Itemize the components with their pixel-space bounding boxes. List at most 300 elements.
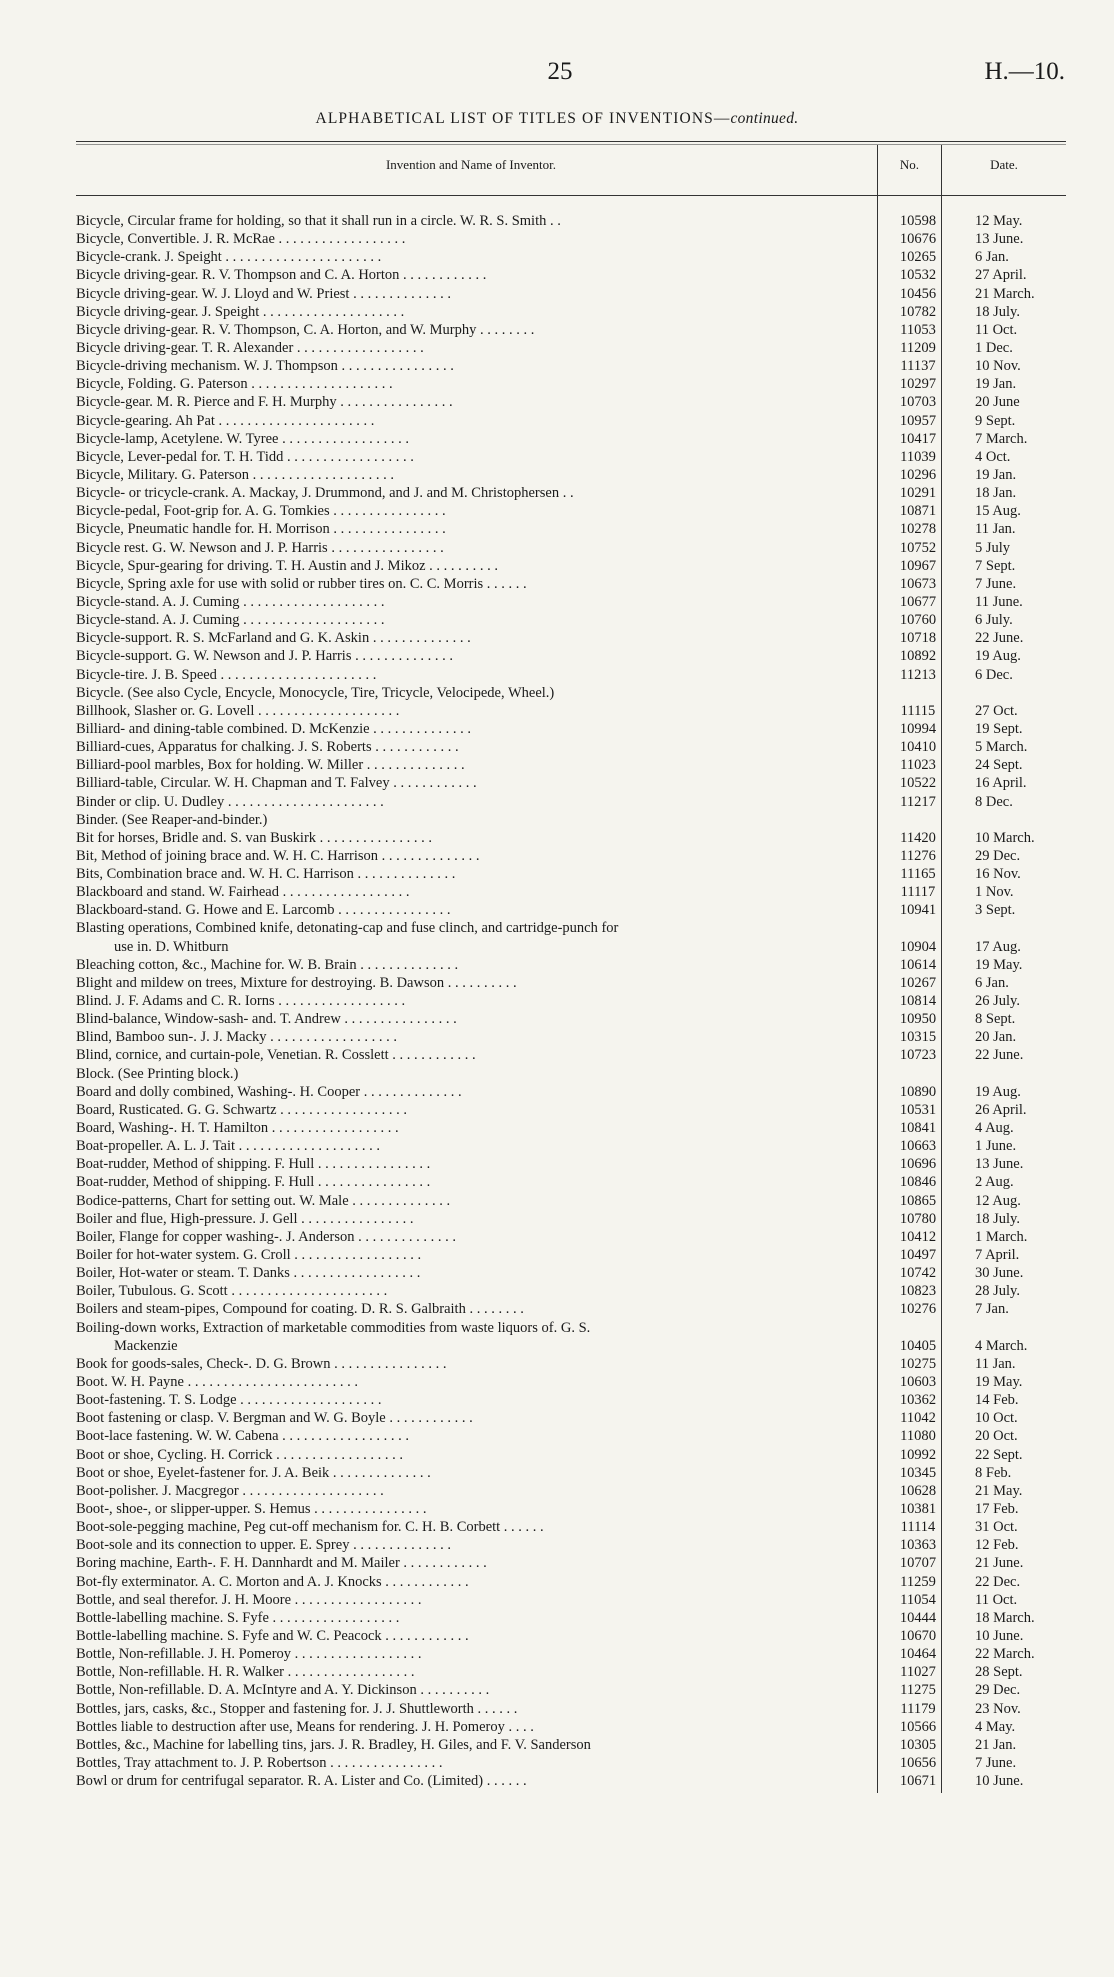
invention-title: Boot-, shoe-, or slipper-upper. S. Hemus . . . . . . . . . . . . . . . . — [76, 1501, 427, 1518]
patent-date: 4 Aug. — [975, 1120, 1014, 1137]
invention-title: Boilers and steam-pipes, Compound for coating. D. R. S. Galbraith . . . . . . . . — [76, 1301, 524, 1318]
patent-date: 18 March. — [975, 1609, 1035, 1626]
invention-title: Block. (See Printing block.) — [76, 1065, 239, 1082]
patent-number: 10345 — [899, 1464, 937, 1481]
patent-number: 10267 — [899, 974, 937, 991]
table-row — [76, 539, 1066, 557]
page-number: 25 — [547, 58, 573, 85]
invention-title: Bit, Method of joining brace and. W. H. C. Harrison . . . . . . . . . . . . . . — [76, 847, 480, 864]
patent-date: 18 July. — [975, 303, 1020, 320]
patent-date: 22 Sept. — [975, 1446, 1023, 1463]
table-row — [76, 1482, 1066, 1500]
patent-number: 10296 — [899, 466, 937, 483]
patent-date: 26 July. — [975, 993, 1020, 1010]
invention-title: Bicycle-support. G. W. Newson and J. P. Harris . . . . . . . . . . . . . . — [76, 648, 453, 665]
table-row — [76, 466, 1066, 484]
patent-date: 10 Oct. — [975, 1410, 1018, 1427]
invention-title: Bicycle driving-gear. R. V. Thompson, C. A. Horton, and W. Murphy . . . . . . . . — [76, 321, 535, 338]
table-row — [76, 992, 1066, 1010]
invention-title: Boot-fastening. T. S. Lodge . . . . . . . . . . . . . . . . . . . . — [76, 1392, 382, 1409]
header-rule — [76, 195, 1066, 196]
invention-title: Bicycle-gearing. Ah Pat . . . . . . . . . . . . . . . . . . . . . . — [76, 412, 375, 429]
table-row — [76, 666, 1066, 684]
patent-number: 10410 — [899, 739, 937, 756]
table-row — [76, 1772, 1066, 1790]
table-row — [76, 1663, 1066, 1681]
table-row — [76, 865, 1066, 883]
patent-date: 21 June. — [975, 1555, 1024, 1572]
patent-number: 10752 — [899, 539, 937, 556]
table-row — [76, 1464, 1066, 1482]
patent-date: 17 Feb. — [975, 1501, 1019, 1518]
patent-number: 10673 — [899, 575, 937, 592]
patent-date: 19 Aug. — [975, 1083, 1021, 1100]
invention-title: Bottles, jars, casks, &c., Stopper and fastening for. J. J. Shuttleworth . . . . . . — [76, 1700, 518, 1717]
list-title-text: ALPHABETICAL LIST OF TITLES OF INVENTIONS— — [315, 110, 731, 127]
patent-number: 11165 — [900, 866, 936, 883]
patent-date: 19 Jan. — [975, 466, 1017, 483]
invention-title: Boiler and flue, High-pressure. J. Gell . . . . . . . . . . . . . . . . — [76, 1210, 414, 1227]
invention-title: Bicycle driving-gear. T. R. Alexander . . . . . . . . . . . . . . . . . . — [76, 339, 424, 356]
patent-number: 10967 — [899, 557, 937, 574]
invention-title: Board and dolly combined, Washing-. H. Cooper . . . . . . . . . . . . . . — [76, 1083, 462, 1100]
invention-title: Boiler, Hot-water or steam. T. Danks . . . . . . . . . . . . . . . . . . — [76, 1265, 421, 1282]
table-row — [76, 1065, 1066, 1083]
patent-number: 10676 — [899, 231, 937, 248]
patent-date: 1 Nov. — [975, 884, 1014, 901]
invention-title: Bicycle-driving mechanism. W. J. Thompson . . . . . . . . . . . . . . . . — [76, 358, 454, 375]
patent-number: 10782 — [899, 303, 937, 320]
patent-date: 22 June. — [975, 630, 1024, 647]
invention-title: Billiard-cues, Apparatus for chalking. J. S. Roberts . . . . . . . . . . . . — [76, 739, 459, 756]
patent-date: 19 Jan. — [975, 376, 1017, 393]
invention-title: Bicycle rest. G. W. Newson and J. P. Harris . . . . . . . . . . . . . . . . — [76, 539, 444, 556]
table-row — [76, 901, 1066, 919]
column-header-date: Date. — [990, 157, 1018, 172]
patent-date: 18 Jan. — [975, 485, 1017, 502]
table-row — [76, 974, 1066, 992]
invention-title: Bicycle-stand. A. J. Cuming . . . . . . . . . . . . . . . . . . . . — [76, 593, 385, 610]
table-row — [76, 720, 1066, 738]
patent-number: 10846 — [899, 1174, 937, 1191]
top-rule — [76, 141, 1066, 142]
invention-title: Bottle, Non-refillable. J. H. Pomeroy . . . . . . . . . . . . . . . . . . — [76, 1646, 422, 1663]
invention-title: Bicycle-stand. A. J. Cuming . . . . . . . . . . . . . . . . . . . . — [76, 612, 385, 629]
patent-date: 28 Sept. — [975, 1664, 1023, 1681]
patent-date: 11 Jan. — [975, 521, 1016, 538]
table-row — [76, 412, 1066, 430]
table-row — [76, 1718, 1066, 1736]
patent-date: 29 Dec. — [975, 1682, 1021, 1699]
patent-number: 10780 — [899, 1210, 937, 1227]
invention-title: Bleaching cotton, &c., Machine for. W. B. Brain . . . . . . . . . . . . . . — [76, 956, 459, 973]
patent-number: 11217 — [900, 793, 936, 810]
patent-date: 16 April. — [975, 775, 1027, 792]
patent-number: 11054 — [900, 1591, 936, 1608]
invention-title: Bicycle, Pneumatic handle for. H. Morrison . . . . . . . . . . . . . . . . — [76, 521, 446, 538]
patent-date: 5 July — [975, 539, 1011, 556]
table-row — [76, 1754, 1066, 1772]
patent-date: 10 March. — [975, 829, 1035, 846]
table-row — [76, 1591, 1066, 1609]
patent-number: 10957 — [899, 412, 937, 429]
patent-number: 11276 — [900, 847, 936, 864]
patent-date: 27 April. — [975, 267, 1027, 284]
patent-date: 4 Oct. — [975, 448, 1011, 465]
invention-title: Blind, cornice, and curtain-pole, Venetian. R. Cosslett . . . . . . . . . . . . — [76, 1047, 476, 1064]
table-row — [76, 684, 1066, 702]
patent-date: 9 Sept. — [975, 412, 1016, 429]
patent-number: 10703 — [899, 394, 937, 411]
patent-date: 17 Aug. — [975, 938, 1021, 955]
invention-title: Bottle-labelling machine. S. Fyfe . . . . . . . . . . . . . . . . . . — [76, 1609, 400, 1626]
invention-title: Bicycle driving-gear. R. V. Thompson and C. A. Horton . . . . . . . . . . . . — [76, 267, 487, 284]
patent-date: 19 May. — [975, 1374, 1023, 1391]
table-row — [76, 829, 1066, 847]
table-row — [76, 321, 1066, 339]
invention-title: Billiard-pool marbles, Box for holding. W. Miller . . . . . . . . . . . . . . — [76, 757, 465, 774]
invention-title: Bicycle, Convertible. J. R. McRae . . . . . . . . . . . . . . . . . . — [76, 231, 406, 248]
patent-number: 10363 — [899, 1537, 937, 1554]
patent-number: 10677 — [899, 593, 937, 610]
table-row — [76, 1300, 1066, 1318]
patent-date: 20 Jan. — [975, 1029, 1017, 1046]
patent-date: 12 May. — [975, 213, 1023, 229]
patent-date: 4 May. — [975, 1718, 1016, 1735]
patent-date: 20 Oct. — [975, 1428, 1018, 1445]
patent-date: 21 Jan. — [975, 1736, 1017, 1753]
column-header-no: No. — [899, 157, 920, 172]
invention-title: Bicycle, Lever-pedal for. T. H. Tidd . . . . . . . . . . . . . . . . . . — [76, 448, 414, 465]
patent-date: 7 March. — [975, 430, 1028, 447]
patent-date: 7 Sept. — [975, 557, 1016, 574]
patent-date: 2 Aug. — [975, 1174, 1014, 1191]
patent-number: 10760 — [899, 612, 937, 629]
patent-number: 10656 — [899, 1754, 937, 1771]
invention-title: Board, Rusticated. G. G. Schwartz . . . . . . . . . . . . . . . . . . — [76, 1101, 408, 1118]
patent-number: 10841 — [899, 1120, 937, 1137]
patent-number: 11027 — [900, 1664, 936, 1681]
table-row — [76, 1446, 1066, 1464]
invention-title: Blind, Bamboo sun-. J. J. Macky . . . . . . . . . . . . . . . . . . — [76, 1029, 398, 1046]
invention-title: Billiard- and dining-table combined. D. McKenzie . . . . . . . . . . . . . . — [76, 720, 472, 737]
patent-date: 12 Feb. — [975, 1537, 1019, 1554]
patent-number: 10531 — [899, 1101, 937, 1118]
patent-number: 10362 — [899, 1392, 937, 1409]
patent-number: 11053 — [900, 321, 936, 338]
table-row — [76, 285, 1066, 303]
patent-date: 6 Jan. — [975, 974, 1009, 991]
patent-number: 10992 — [899, 1446, 937, 1463]
invention-title: Bicycle. (See also Cycle, Encycle, Monocycle, Tire, Tricycle, Velocipede, Wheel.) — [76, 684, 555, 701]
patent-date: 7 April. — [975, 1247, 1020, 1264]
patent-date: 14 Feb. — [975, 1392, 1019, 1409]
table-row — [76, 774, 1066, 792]
patent-date: 18 July. — [975, 1210, 1020, 1227]
patent-date: 6 Dec. — [975, 666, 1013, 683]
table-row — [76, 1500, 1066, 1518]
patent-number: 11039 — [900, 448, 936, 465]
table-row — [76, 1046, 1066, 1064]
invention-title: Bicycle-tire. J. B. Speed . . . . . . . . . . . . . . . . . . . . . . — [76, 666, 377, 683]
patent-number: 10718 — [899, 630, 937, 647]
patent-date: 1 Dec. — [975, 339, 1013, 356]
table-row — [76, 1518, 1066, 1536]
table-row — [76, 1554, 1066, 1572]
invention-title: Boot or shoe, Eyelet-fastener for. J. A. Beik . . . . . . . . . . . . . . — [76, 1464, 431, 1481]
patent-date: 30 June. — [975, 1265, 1024, 1282]
invention-title: Bicycle, Spur-gearing for driving. T. H. Austin and J. Mikoz . . . . . . . . . . — [76, 557, 499, 574]
invention-title: Bicycle driving-gear. J. Speight . . . . . . . . . . . . . . . . . . . . — [76, 303, 405, 320]
top-rule-thin — [76, 144, 1066, 145]
table-row — [76, 1101, 1066, 1119]
patent-number: 10707 — [899, 1555, 937, 1572]
patent-number: 10603 — [899, 1374, 937, 1391]
invention-title: Bottle, and seal therefor. J. H. Moore . . . . . . . . . . . . . . . . . . — [76, 1591, 422, 1608]
table-row — [76, 448, 1066, 466]
table-row — [76, 793, 1066, 811]
invention-title: Bicycle- or tricycle-crank. A. Mackay, J. Drummond, and J. and M. Christophersen . . — [76, 485, 574, 502]
patent-date: 10 Nov. — [975, 358, 1021, 375]
list-title-suffix: continued. — [730, 110, 799, 127]
patent-number: 10670 — [899, 1628, 937, 1644]
table-row — [76, 1681, 1066, 1699]
invention-title: Boring machine, Earth-. F. H. Dannhardt and M. Mailer . . . . . . . . . . . . — [76, 1555, 487, 1572]
invention-title-continued: Mackenzie — [114, 1337, 178, 1354]
table-row — [76, 593, 1066, 611]
table-row — [76, 1010, 1066, 1028]
patent-number: 11420 — [900, 829, 936, 846]
patent-date: 6 July. — [975, 612, 1013, 629]
patent-date: 10 June. — [975, 1628, 1024, 1644]
patent-number: 10823 — [899, 1283, 937, 1300]
invention-title: Binder or clip. U. Dudley . . . . . . . . . . . . . . . . . . . . . . — [76, 793, 384, 810]
table-row — [76, 1609, 1066, 1627]
patent-date: 19 Aug. — [975, 648, 1021, 665]
table-row — [76, 1700, 1066, 1718]
table-row — [76, 702, 1066, 720]
invention-title: Blasting operations, Combined knife, detonating-cap and fuse clinch, and cartridge-punch for — [76, 920, 619, 937]
patent-date: 11 Oct. — [975, 321, 1018, 338]
patent-number: 10871 — [899, 503, 937, 520]
patent-number: 10671 — [899, 1773, 937, 1790]
patent-number: 10275 — [899, 1355, 937, 1372]
table-row — [76, 1645, 1066, 1663]
patent-number: 10315 — [899, 1029, 937, 1046]
invention-title: Bits, Combination brace and. W. H. C. Harrison . . . . . . . . . . . . . . — [76, 866, 456, 883]
patent-date: 24 Sept. — [975, 757, 1023, 774]
invention-title: Blackboard and stand. W. Fairhead . . . . . . . . . . . . . . . . . . — [76, 884, 410, 901]
patent-date: 15 Aug. — [975, 503, 1021, 520]
invention-title: Bot-fly exterminator. A. C. Morton and A. J. Knocks . . . . . . . . . . . . — [76, 1573, 469, 1590]
patent-number: 10497 — [899, 1247, 937, 1264]
patent-number: 10628 — [899, 1482, 937, 1499]
invention-title: Billiard-table, Circular. W. H. Chapman and T. Falvey . . . . . . . . . . . . — [76, 775, 477, 792]
table-row — [76, 1264, 1066, 1282]
table-row — [76, 212, 1066, 230]
invention-title: Bicycle, Circular frame for holding, so that it shall run in a circle. W. R. S. Smith . . — [76, 213, 561, 229]
table-row — [76, 1210, 1066, 1228]
table-row — [76, 811, 1066, 829]
table-row — [76, 1373, 1066, 1391]
patent-number: 10598 — [899, 213, 937, 229]
patent-date: 4 March. — [975, 1337, 1028, 1354]
patent-number: 10464 — [899, 1646, 937, 1663]
patent-number: 11115 — [900, 702, 936, 719]
patent-number: 10412 — [899, 1228, 937, 1245]
patent-number: 10276 — [899, 1301, 937, 1318]
inventions-table — [76, 212, 1066, 1790]
invention-title: Bicycle-support. R. S. McFarland and G. K. Askin . . . . . . . . . . . . . . — [76, 630, 471, 647]
patent-number: 10305 — [899, 1736, 937, 1753]
table-row — [76, 1573, 1066, 1591]
patent-number: 10890 — [899, 1083, 937, 1100]
invention-title: Bottle-labelling machine. S. Fyfe and W. C. Peacock . . . . . . . . . . . . — [76, 1628, 469, 1644]
table-row — [76, 1427, 1066, 1445]
table-row — [76, 1391, 1066, 1409]
table-row — [76, 520, 1066, 538]
table-row — [76, 1228, 1066, 1246]
patent-date: 19 Sept. — [975, 720, 1023, 737]
patent-date: 27 Oct. — [975, 702, 1018, 719]
patent-number: 10950 — [899, 1011, 937, 1028]
patent-date: 28 July. — [975, 1283, 1020, 1300]
list-title — [0, 110, 1114, 128]
table-row — [76, 1083, 1066, 1101]
patent-date: 7 Jan. — [975, 1301, 1009, 1318]
table-row — [76, 919, 1066, 955]
patent-number: 10265 — [899, 249, 937, 266]
patent-date: 8 Feb. — [975, 1464, 1012, 1481]
invention-title: Bit for horses, Bridle and. S. van Buskirk . . . . . . . . . . . . . . . . — [76, 829, 433, 846]
invention-title: Bowl or drum for centrifugal separator. R. A. Lister and Co. (Limited) . . . . . . — [76, 1773, 527, 1790]
column-header-invention: Invention and Name of Inventor. — [385, 157, 557, 172]
invention-title: Boat-rudder, Method of shipping. F. Hull . . . . . . . . . . . . . . . . — [76, 1156, 431, 1173]
patent-number: 11080 — [900, 1428, 936, 1445]
invention-title: Bicycle, Folding. G. Paterson . . . . . . . . . . . . . . . . . . . . — [76, 376, 393, 393]
table-row — [76, 1155, 1066, 1173]
patent-date: 12 Aug. — [975, 1192, 1021, 1209]
patent-number: 10904 — [899, 938, 937, 955]
table-row — [76, 1137, 1066, 1155]
invention-title: Bodice-patterns, Chart for setting out. W. Male . . . . . . . . . . . . . . — [76, 1192, 451, 1209]
invention-title: Boot fastening or clasp. V. Bergman and W. G. Boyle . . . . . . . . . . . . — [76, 1410, 473, 1427]
table-row — [76, 1736, 1066, 1754]
patent-number: 10456 — [899, 285, 937, 302]
invention-title: Bottles liable to destruction after use, Means for rendering. J. H. Pomeroy . . . . — [76, 1718, 534, 1735]
patent-number: 11023 — [900, 757, 936, 774]
patent-date: 20 June — [975, 394, 1020, 411]
invention-title: Bicycle-gear. M. R. Pierce and F. H. Murphy . . . . . . . . . . . . . . . . — [76, 394, 453, 411]
invention-title: Boot-sole-pegging machine, Peg cut-off mechanism for. C. H. B. Corbett . . . . . . — [76, 1519, 544, 1536]
patent-number: 11259 — [900, 1573, 936, 1590]
table-row — [76, 1319, 1066, 1355]
table-row — [76, 756, 1066, 774]
patent-number: 10297 — [899, 376, 937, 393]
invention-title: Blind. J. F. Adams and C. R. Iorns . . . . . . . . . . . . . . . . . . — [76, 993, 406, 1010]
invention-title: Boiler, Tubulous. G. Scott . . . . . . . . . . . . . . . . . . . . . . — [76, 1283, 388, 1300]
invention-title: Boiling-down works, Extraction of marketable commodities from waste liquors of. G. S. — [76, 1319, 591, 1336]
table-row — [76, 611, 1066, 629]
invention-title: Book for goods-sales, Check-. D. G. Brown . . . . . . . . . . . . . . . . — [76, 1355, 447, 1372]
patent-number: 10723 — [899, 1047, 937, 1064]
table-row — [76, 1282, 1066, 1300]
invention-title: Blind-balance, Window-sash- and. T. Andrew . . . . . . . . . . . . . . . . — [76, 1011, 457, 1028]
table-row — [76, 1246, 1066, 1264]
invention-title: Binder. (See Reaper-and-binder.) — [76, 811, 268, 828]
patent-date: 29 Dec. — [975, 847, 1021, 864]
invention-title: Bicycle-lamp, Acetylene. W. Tyree . . . . . . . . . . . . . . . . . . — [76, 430, 409, 447]
patent-number: 10532 — [899, 267, 937, 284]
invention-title: Bottles, Tray attachment to. J. P. Robertson . . . . . . . . . . . . . . . . — [76, 1754, 443, 1771]
patent-date: 8 Dec. — [975, 793, 1013, 810]
patent-number: 10814 — [899, 993, 937, 1010]
invention-title: Bicycle-pedal, Foot-grip for. A. G. Tomkies . . . . . . . . . . . . . . . . — [76, 503, 446, 520]
table-row — [76, 430, 1066, 448]
invention-title: Boat-rudder, Method of shipping. F. Hull . . . . . . . . . . . . . . . . — [76, 1174, 431, 1191]
patent-date: 7 June. — [975, 575, 1017, 592]
patent-number: 10941 — [899, 902, 937, 919]
patent-number: 10381 — [899, 1501, 937, 1518]
patent-number: 10566 — [899, 1718, 937, 1735]
invention-title: Boot. W. H. Payne . . . . . . . . . . . . . . . . . . . . . . . . — [76, 1374, 358, 1391]
patent-number: 10614 — [899, 956, 937, 973]
patent-number: 11209 — [900, 339, 936, 356]
patent-number: 10696 — [899, 1156, 937, 1173]
invention-title: Boat-propeller. A. L. J. Tait . . . . . . . . . . . . . . . . . . . . — [76, 1138, 380, 1155]
invention-title: Bicycle-crank. J. Speight . . . . . . . . . . . . . . . . . . . . . . — [76, 249, 382, 266]
invention-title: Bicycle, Spring axle for use with solid or rubber tires on. C. C. Morris . . . . . . — [76, 575, 527, 592]
patent-number: 10405 — [899, 1337, 937, 1354]
table-row — [76, 266, 1066, 284]
invention-title: Blight and mildew on trees, Mixture for destroying. B. Dawson . . . . . . . . . . — [76, 974, 517, 991]
patent-date: 21 May. — [975, 1482, 1023, 1499]
invention-title: Bottle, Non-refillable. D. A. McIntyre and A. Y. Dickinson . . . . . . . . . . — [76, 1682, 490, 1699]
table-row — [76, 1028, 1066, 1046]
patent-date: 11 Jan. — [975, 1355, 1016, 1372]
patent-number: 10417 — [899, 430, 937, 447]
invention-title: Board, Washing-. H. T. Hamilton . . . . . . . . . . . . . . . . . . — [76, 1120, 399, 1137]
table-row — [76, 1192, 1066, 1210]
invention-title-continued: use in. D. Whitburn — [114, 938, 229, 955]
patent-date: 11 June. — [975, 593, 1023, 610]
patent-date: 8 Sept. — [975, 1011, 1016, 1028]
patent-number: 11137 — [900, 358, 936, 375]
patent-number: 10522 — [899, 775, 937, 792]
table-row — [76, 629, 1066, 647]
table-row — [76, 248, 1066, 266]
patent-number: 11213 — [900, 666, 936, 683]
patent-number: 10742 — [899, 1265, 937, 1282]
patent-number: 10278 — [899, 521, 937, 538]
invention-title: Boot-sole and its connection to upper. E. Sprey . . . . . . . . . . . . . . — [76, 1537, 451, 1554]
table-row — [76, 1627, 1066, 1645]
patent-number: 11117 — [900, 884, 936, 901]
invention-title: Boiler, Flange for copper washing-. J. Anderson . . . . . . . . . . . . . . — [76, 1228, 456, 1245]
patent-number: 10865 — [899, 1192, 937, 1209]
table-row — [76, 647, 1066, 665]
patent-date: 22 Dec. — [975, 1573, 1021, 1590]
invention-title: Bottles, &c., Machine for labelling tins, jars. J. R. Bradley, H. Giles, and F. V. Sanderson — [76, 1736, 591, 1753]
table-row — [76, 357, 1066, 375]
patent-number: 10444 — [899, 1609, 937, 1626]
table-row — [76, 502, 1066, 520]
table-row — [76, 1536, 1066, 1554]
patent-number: 11114 — [900, 1519, 936, 1536]
table-row — [76, 1173, 1066, 1191]
patent-number: 11179 — [900, 1700, 936, 1717]
invention-title: Boot or shoe, Cycling. H. Corrick . . . . . . . . . . . . . . . . . . — [76, 1446, 404, 1463]
